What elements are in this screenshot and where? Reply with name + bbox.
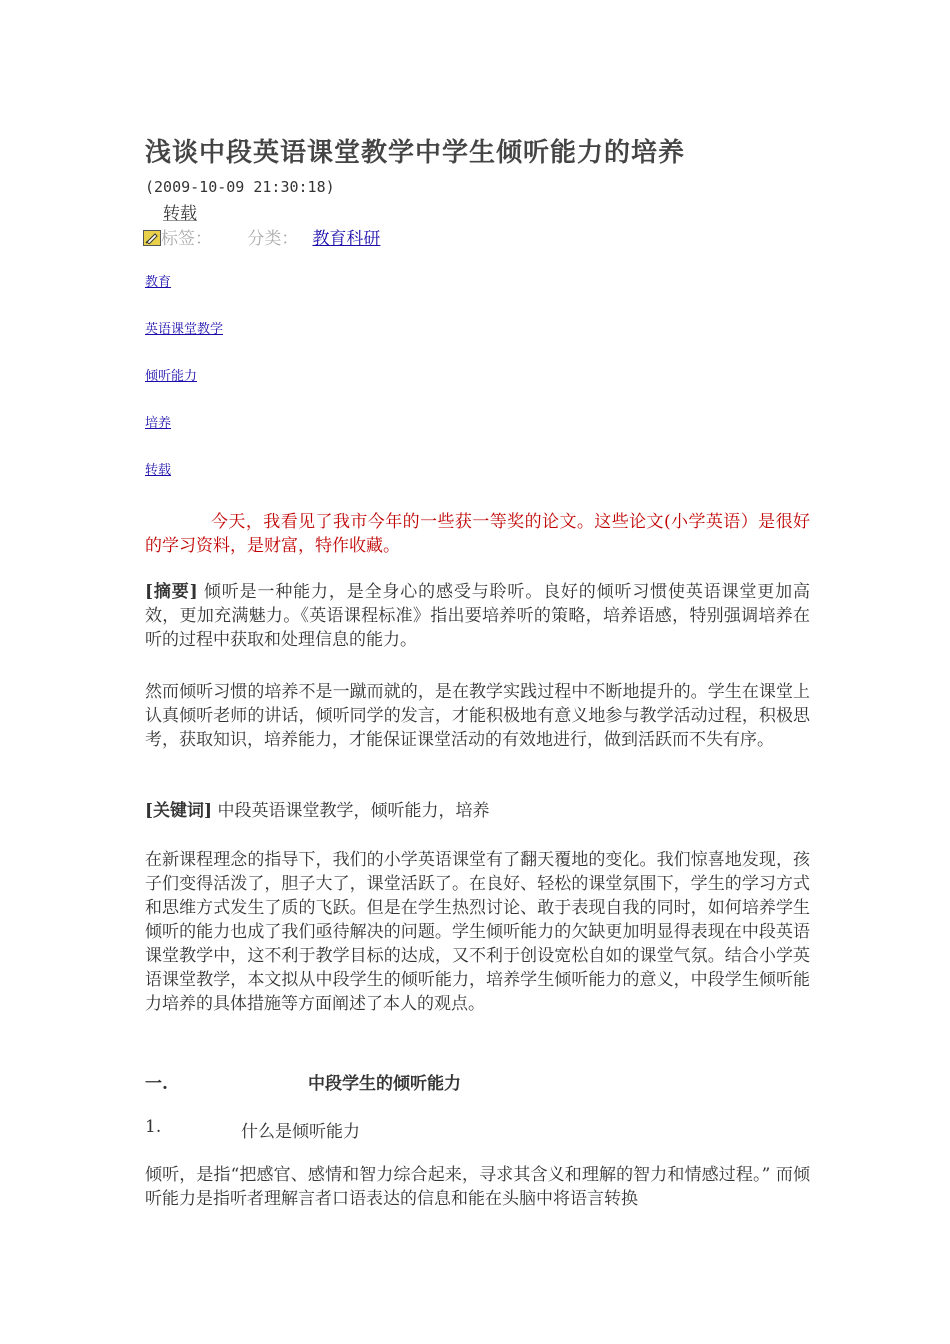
repost-label[interactable]: 转载 <box>163 204 197 224</box>
body-paragraph-4: 倾听，是指“把感官、感情和智力综合起来，寻求其含义和理解的智力和情感过程。” 而倾听能力是指听者理解言者口语表达的信息和能在头脑中将语言转换 <box>145 1165 810 1209</box>
section-heading-1 <box>145 1069 461 1094</box>
abstract-text: 倾听是一种能力，是全身心的感受与聆听。良好的倾听习惯使英语课堂更加高效，更加充满魅力。《英语课程标准》指出要培养听的策略，培养语感，特别强调培养在听的过程中获取和处理信息的能力。 <box>145 582 811 650</box>
tag-label: 标签： <box>161 229 212 249</box>
section-number: 一. <box>145 1074 168 1094</box>
keywords-label: [关键词] <box>145 801 213 821</box>
tag-link-listening-ability[interactable]: 倾听能力 <box>145 369 198 384</box>
tag-link-repost[interactable]: 转载 <box>145 463 172 478</box>
tag-link-english-teaching[interactable]: 英语课堂教学 <box>145 322 224 337</box>
meta-row <box>143 224 380 249</box>
tag-list <box>145 274 223 509</box>
category-label: 分类： <box>247 229 299 249</box>
category-link[interactable]: 教育科研 <box>312 229 381 249</box>
edit-icon[interactable] <box>143 230 161 246</box>
intro-paragraph: 今天，我看见了我市今年的一些获一等奖的论文。这些论文(小学英语）是很好的学习资料，是财富，特作收藏。 <box>145 512 810 556</box>
abstract-label: [摘要] <box>145 582 198 602</box>
keywords-text: 中段英语课堂教学，倾听能力，培养 <box>217 801 490 821</box>
body-paragraph-3: 在新课程理念的指导下，我们的小学英语课堂有了翻天覆地的变化。我们惊喜地发现，孩子们变得活泼了，胆子大了，课堂活跃了。在良好、轻松的课堂氛围下，学生的学习方式和思维方式发生了质的飞跃。但是在学生热烈讨论、敢于表现自我的同时，如何培养学生倾听的能力也成了我们亟待解决的问题。学生倾听能力的欠缺更加明显得表现在中段英语课堂教学中，这不利于教学目标的达成，又不利于创设宽松自如的课堂气氛。结合小学英语课堂教学，本文拟从中段学生的倾听能力，培养学生倾听能力的意义，中段学生倾听能力培养的具体措施等方面阐述了本人的观点。 <box>145 850 810 1014</box>
subsection-heading-1 <box>145 1117 360 1142</box>
post-datetime: (2009-10-09 21:30:18) <box>145 178 335 196</box>
tag-link-education[interactable]: 教育 <box>145 275 172 290</box>
section-title: 中段学生的倾听能力 <box>308 1074 461 1094</box>
subsection-title: 什么是倾听能力 <box>241 1122 360 1142</box>
tag-link-cultivate[interactable]: 培养 <box>145 416 172 431</box>
keywords-paragraph <box>145 799 810 823</box>
article-title: 浅谈中段英语课堂教学中学生倾听能力的培养 <box>145 138 686 168</box>
abstract-paragraph <box>145 580 810 652</box>
body-paragraph-2: 然而倾听习惯的培养不是一蹴而就的，是在教学实践过程中不断地提升的。学生在课堂上认真倾听老师的讲话，倾听同学的发言，才能积极地有意义地参与教学活动过程，积极思考，获取知识，培养能力，才能保证课堂活动的有效地进行，做到活跃而不失有序。 <box>145 682 810 750</box>
subsection-number: 1. <box>145 1117 162 1137</box>
